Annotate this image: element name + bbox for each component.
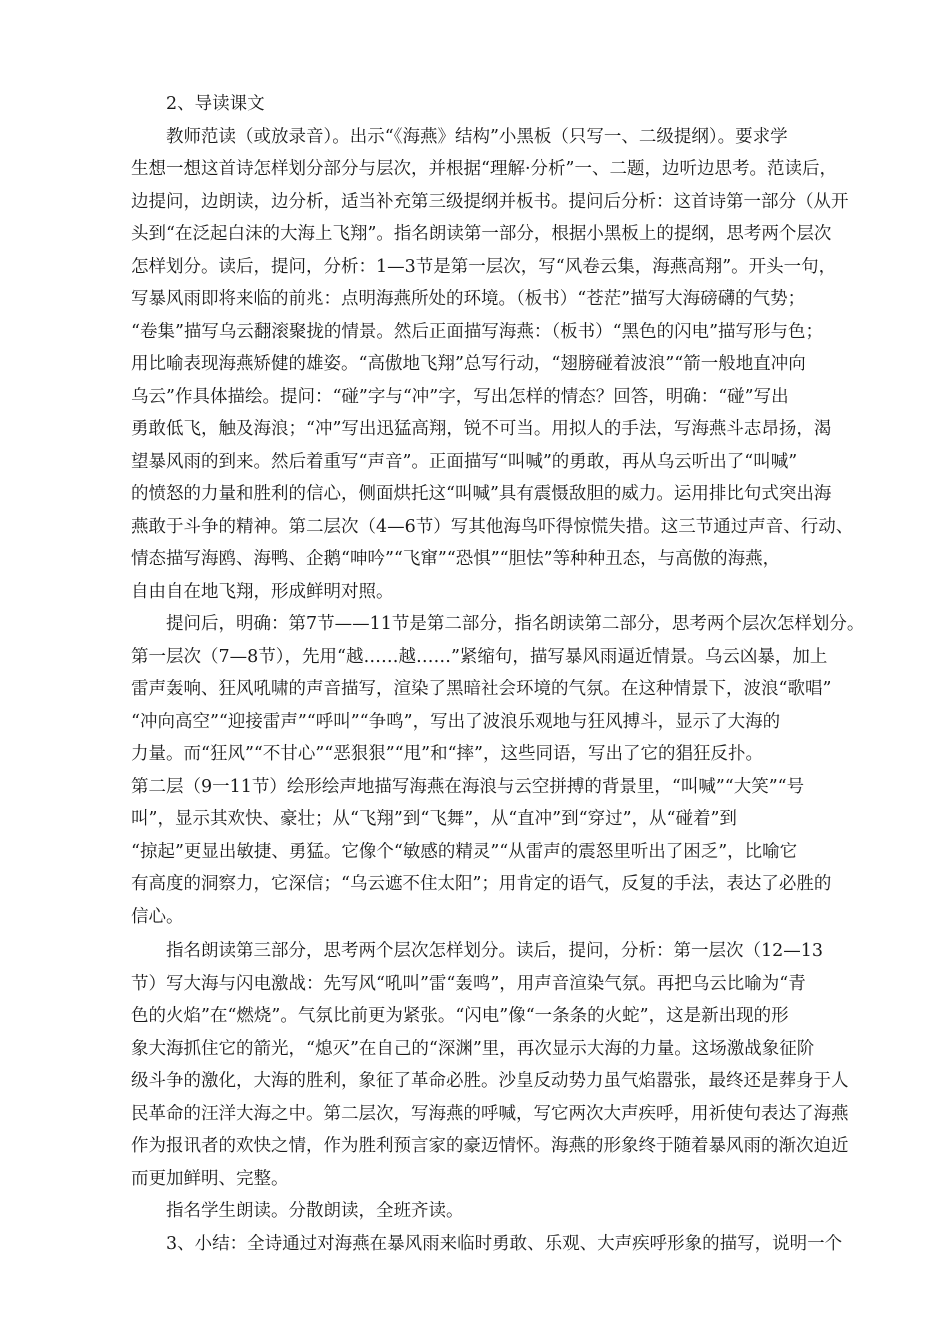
text-line: 的愤怒的力量和胜利的信心，侧面烘托这“叫喊”具有震慑敌胆的威力。运用排比句式突出海 bbox=[131, 484, 832, 504]
text-line: 边提问，边朗读，边分析，适当补充第三级提纲并板书。提问后分析：这首诗第一部分（从开 bbox=[131, 191, 849, 212]
text-line: 第二层（9一11节）绘形绘声地描写海燕在海浪与云空拼搏的背景里，“叫喊”“大笑”“号 bbox=[131, 776, 805, 797]
text-line: 勇敢低飞，触及海浪；“冲”写出迅猛高翔，锐不可当。用拟人的手法，写海燕斗志昂扬，渴 bbox=[131, 419, 832, 439]
paragraph-5 bbox=[131, 1228, 843, 1261]
text-line: 生想一想这首诗怎样划分部分与层次，并根据“理解·分析”一、二题，边听边思考。范读后， bbox=[131, 159, 837, 179]
text-line: 自由自在地飞翔，形成鲜明对照。 bbox=[131, 581, 394, 602]
text-line: 色的火焰”在“燃烧”。气氛比前更为紧张。“闪电”像“一条条的火蛇”，这是新出现的形 bbox=[131, 1006, 789, 1026]
text-line: 教师范读（或放录音）。出示“《海燕》结构”小黑板（只写一、二级提纲）。要求学 bbox=[166, 126, 788, 147]
text-line: 指名朗读第三部分，思考两个层次怎样划分。读后，提问，分析：第一层次（12—13 bbox=[166, 941, 824, 961]
text-line: 级斗争的激化，大海的胜利，象征了革命必胜。沙皇反动势力虽气焰嚣张，最终还是葬身于人 bbox=[131, 1071, 849, 1091]
text-line: 有高度的洞察力，它深信；“乌云遮不住太阳”；用肯定的语气，反复的手法，表达了必胜的 bbox=[131, 874, 832, 894]
paragraph-2 bbox=[131, 608, 865, 933]
text-line: 头到“在泛起白沫的大海上飞翔”。指名朗读第一部分，根据小黑板上的提纲，思考两个层次 bbox=[131, 224, 832, 244]
text-line: 3、小结：全诗通过对海燕在暴风雨来临时勇敢、乐观、大声疾呼形象的描写，说明一个 bbox=[166, 1233, 843, 1254]
text-line: 用比喻表现海燕矫健的雄姿。“高傲地飞翔”总写行动，“翅膀碰着波浪”“箭一般地直冲向 bbox=[131, 354, 806, 374]
text-line: 叫”，显示其欢快、豪壮；从“飞翔”到“飞舞”，从“直冲”到“穿过”，从“碰着”到 bbox=[131, 809, 737, 829]
text-body bbox=[131, 88, 865, 1260]
text-line: 作为报讯者的欢快之情，作为胜利预言家的豪迈情怀。海燕的形象终于随着暴风雨的渐次迫近 bbox=[131, 1136, 849, 1156]
text-line: “冲向高空”“迎接雷声”“呼叫”“争鸣”，写出了波浪乐观地与狂风搏斗，显示了大海的 bbox=[131, 711, 781, 732]
section-heading: 2、导读课文 bbox=[166, 94, 265, 114]
text-line: 提问后，明确：第7节——11节是第二部分，指名朗读第二部分，思考两个层次怎样划分。 bbox=[166, 614, 865, 634]
text-line: “掠起”更显出敏捷、勇猛。它像个“敏感的精灵”“从雷声的震怒里听出了困乏”，比喻它 bbox=[131, 841, 798, 862]
text-line: 望暴风雨的到来。然后着重写“声音”。正面描写“叫喊”的勇敢，再从乌云听出了“叫喊” bbox=[131, 451, 798, 472]
text-line: 信心。 bbox=[131, 906, 184, 927]
text-line: “卷集”描写乌云翻滚聚拢的情景。然后正面描写海燕：（板书）“黑色的闪电”描写形与色； bbox=[131, 321, 824, 342]
text-line: 而更加鲜明、完整。 bbox=[131, 1168, 289, 1189]
text-line: 写暴风雨即将来临的前兆：点明海燕所处的环境。（板书）“苍茫”描写大海磅礴的气势； bbox=[131, 289, 806, 309]
text-line: 乌云”作具体描绘。提问：“碰”字与“冲”字，写出怎样的情态？回答，明确：“碰”写出 bbox=[131, 386, 789, 407]
text-line: 民革命的汪洋大海之中。第二层次，写海燕的呼喊，写它两次大声疾呼，用祈使句表达了海燕 bbox=[131, 1103, 849, 1124]
text-line: 节）写大海与闪电激战：先写风“吼叫”雷“轰鸣”，用声音渲染气氛。再把乌云比喻为“青 bbox=[131, 973, 806, 994]
paragraph-4 bbox=[131, 1195, 821, 1228]
text-line: 指名学生朗读。分散朗读，全班齐读。 bbox=[166, 1201, 464, 1221]
paragraph-1 bbox=[131, 121, 854, 609]
text-line: 雷声轰响、狂风吼啸的声音描写，渲染了黑暗社会环境的气氛。在这种情景下，波浪“歌唱” bbox=[131, 679, 832, 699]
text-line: 第一层次（7—8节），先用“越……越……”紧缩句，描写暴风雨逼近情景。乌云凶暴，加上 bbox=[131, 646, 828, 667]
text-line: 情态描写海鸥、海鸭、企鹅“呻吟”“飞窜”“恐惧”“胆怯”等种种丑态，与高傲的海燕， bbox=[131, 549, 781, 569]
text-line: 力量。而“狂风”“不甘心”“恶狠狠”“甩”和“摔”，这些同语，写出了它的猖狂反扑。 bbox=[131, 744, 763, 764]
paragraph-3 bbox=[131, 935, 849, 1195]
text-line: 象大海抓住它的箭光，“熄灭”在自己的“深渊”里，再次显示大海的力量。这场激战象征阶 bbox=[131, 1038, 815, 1059]
text-line: 燕敢于斗争的精神。第二层次（4—6节）写其他海鸟吓得惊慌失措。这三节通过声音、行动、 bbox=[131, 516, 854, 537]
text-line: 怎样划分。读后，提问，分析：1—3节是第一层次，写“风卷云集，海燕高翔”。开头一句， bbox=[131, 256, 837, 277]
